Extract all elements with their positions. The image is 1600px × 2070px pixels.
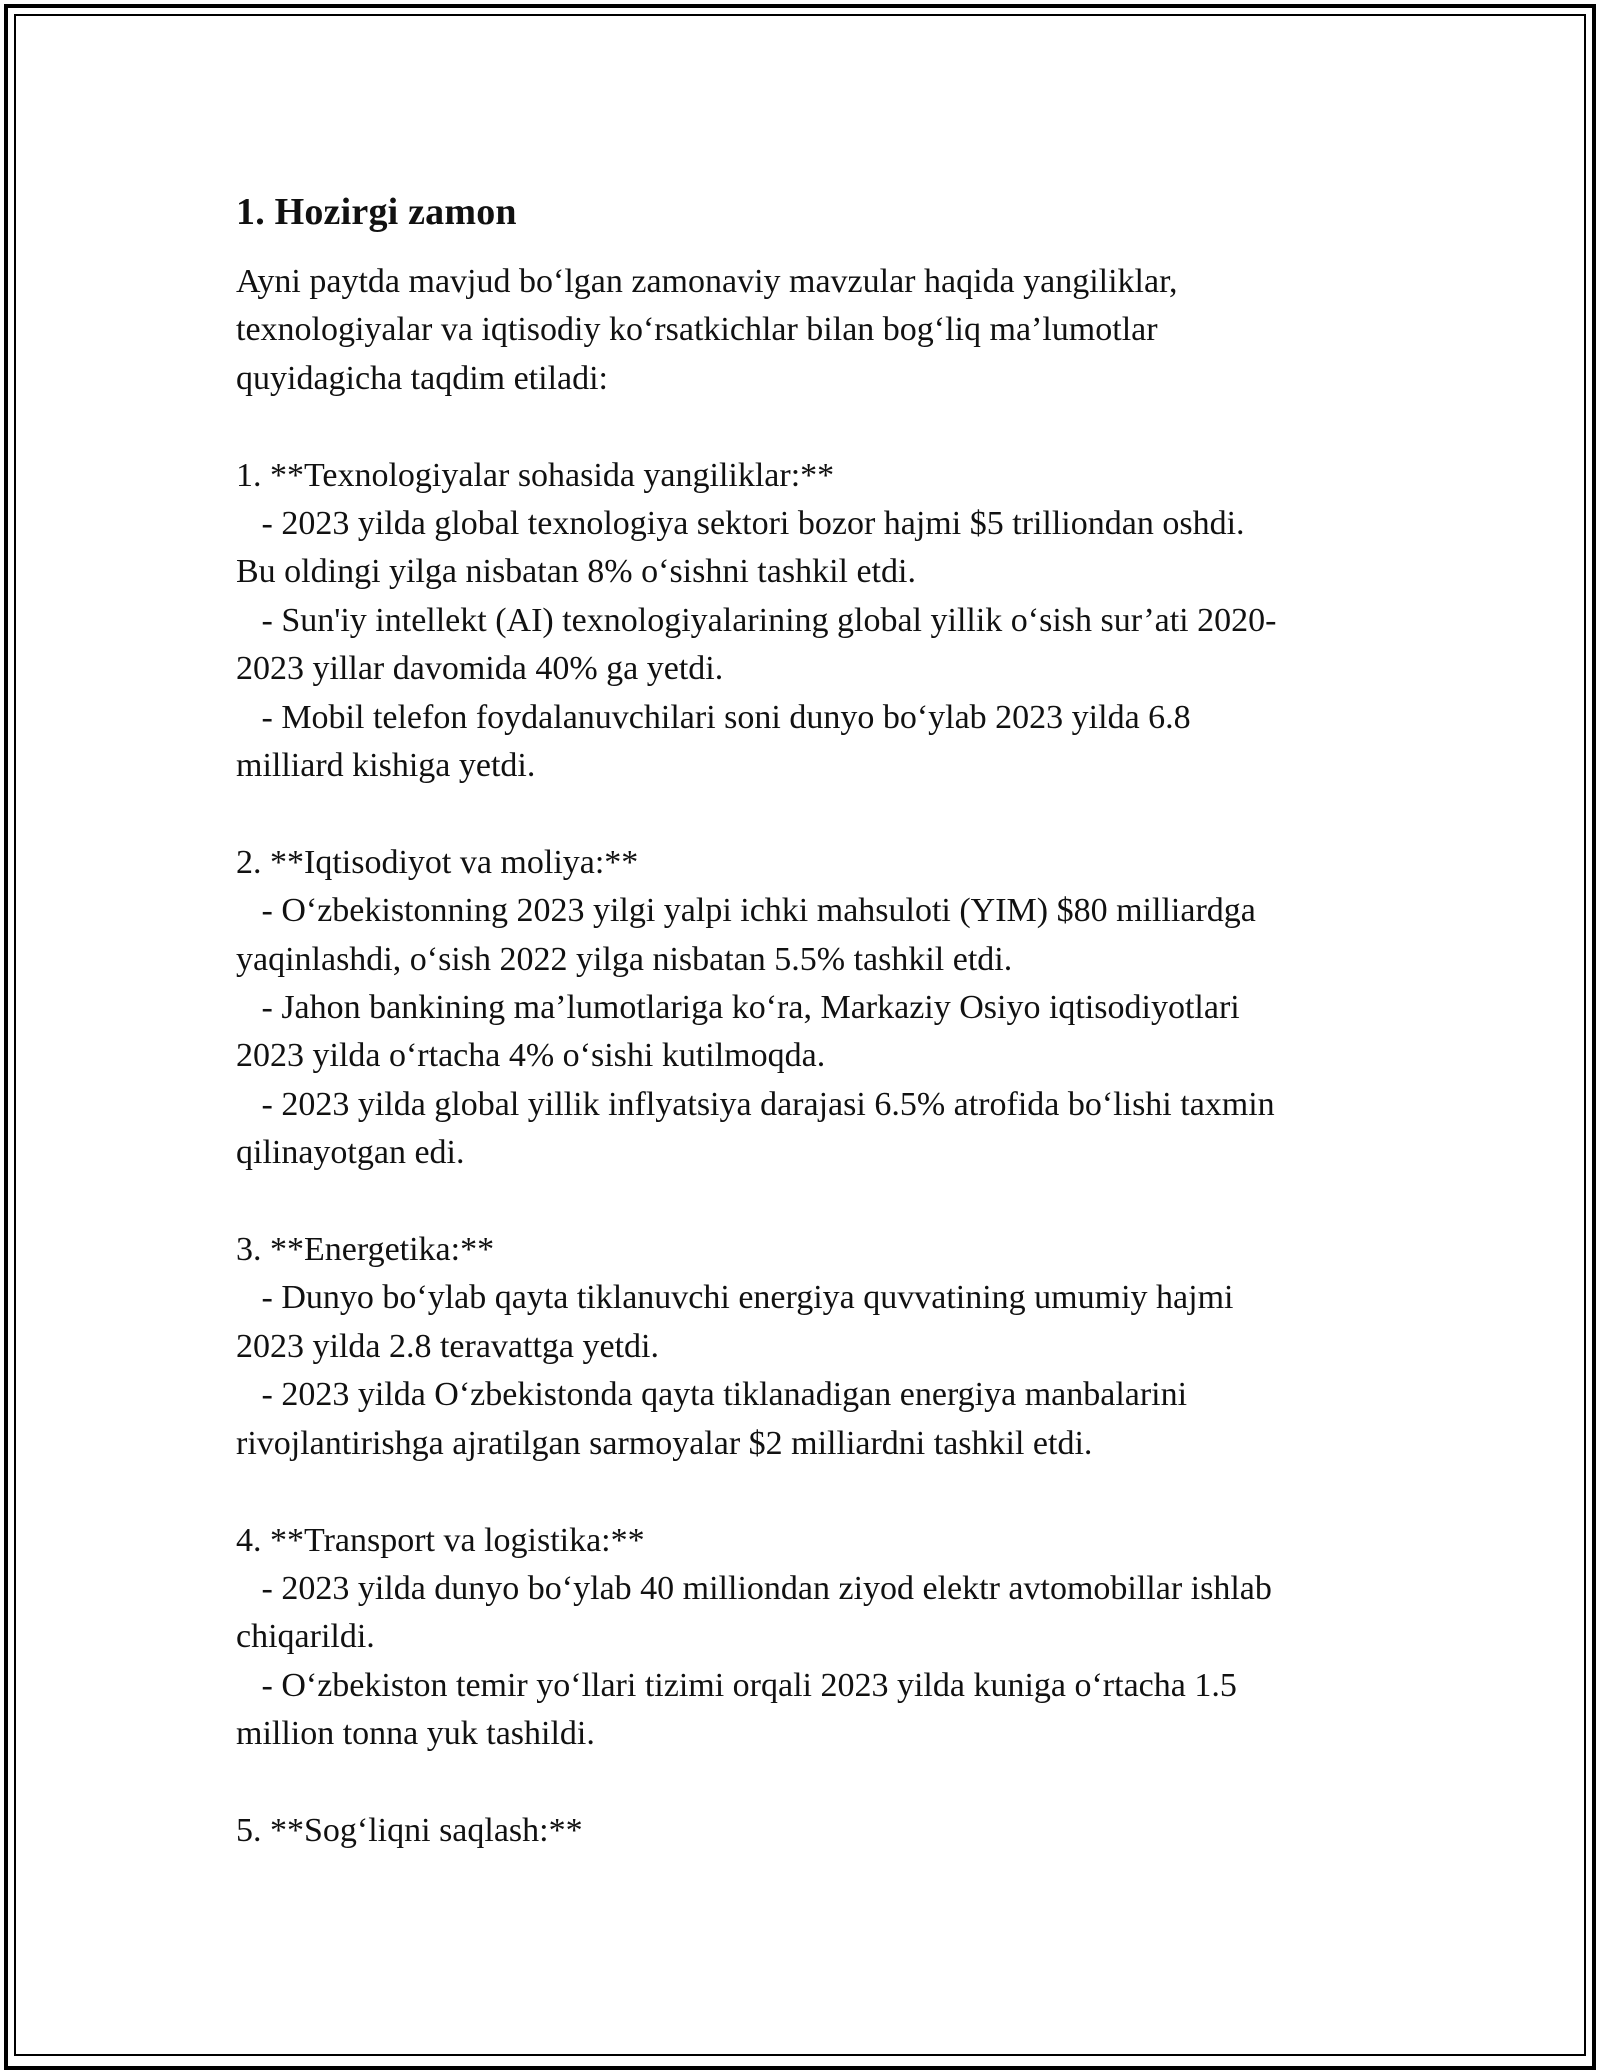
text-line: 2023 yillar davomida 40% ga yetdi. xyxy=(236,650,724,688)
text-line: - 2023 yilda dunyo bo‘ylab 40 milliondan ziyod elektr avtomobillar ishlab xyxy=(236,1569,1272,1607)
blank-line xyxy=(236,1468,1376,1516)
text-line: 2. **Iqtisodiyot va moliya:** xyxy=(236,843,639,881)
text-line: - 2023 yilda global yillik inflyatsiya darajasi 6.5% atrofida bo‘lishi taxmin xyxy=(236,1085,1275,1123)
text-line: qilinayotgan edi. xyxy=(236,1134,465,1172)
text-line: 2023 yilda o‘rtacha 4% o‘sishi kutilmoqda. xyxy=(236,1037,826,1075)
text-line: - Sun'iy intellekt (AI) texnologiyalarining global yillik o‘sish sur’ati 2020- xyxy=(236,601,1277,639)
document-body xyxy=(236,188,1376,1855)
text-line: 1. **Texnologiyalar sohasida yangiliklar:** xyxy=(236,456,835,494)
text-line: yaqinlashdi, o‘sish 2022 yilga nisbatan 5.5% tashkil etdi. xyxy=(236,940,1013,978)
text-line: quyidagicha taqdim etiladi: xyxy=(236,359,609,397)
document-text xyxy=(236,258,1376,1855)
text-line: texnologiyalar va iqtisodiy ko‘rsatkichlar bilan bog‘liq ma’lumotlar xyxy=(236,311,1158,349)
text-line: million tonna yuk tashildi. xyxy=(236,1715,595,1753)
text-line: 3. **Energetika:** xyxy=(236,1231,495,1269)
text-line: 5. **Sog‘liqni saqlash:** xyxy=(236,1811,583,1849)
blank-line xyxy=(236,403,1376,451)
text-line: - O‘zbekistonning 2023 yilgi yalpi ichki mahsuloti (YIM) $80 milliardga xyxy=(236,892,1256,930)
text-line: chiqarildi. xyxy=(236,1618,375,1656)
text-line: Bu oldingi yilga nisbatan 8% o‘sishni tashkil etdi. xyxy=(236,553,916,591)
text-line: - 2023 yilda global texnologiya sektori bozor hajmi $5 trilliondan oshdi. xyxy=(236,505,1245,543)
text-line: rivojlantirishga ajratilgan sarmoyalar $2 milliardni tashkil etdi. xyxy=(236,1424,1093,1462)
text-line: - Mobil telefon foydalanuvchilari soni dunyo bo‘ylab 2023 yilda 6.8 xyxy=(236,698,1191,736)
text-line: - 2023 yilda O‘zbekistonda qayta tiklanadigan energiya manbalarini xyxy=(236,1376,1188,1414)
text-line: - O‘zbekiston temir yo‘llari tizimi orqali 2023 yilda kuniga o‘rtacha 1.5 xyxy=(236,1666,1237,1704)
blank-line xyxy=(236,1759,1376,1807)
text-line: 4. **Transport va logistika:** xyxy=(236,1521,645,1559)
text-line: - Jahon bankining ma’lumotlariga ko‘ra, Markaziy Osiyo iqtisodiyotlari xyxy=(236,989,1240,1027)
page-title: 1. Hozirgi zamon xyxy=(236,191,517,233)
text-line: milliard kishiga yetdi. xyxy=(236,747,536,785)
text-line: Ayni paytda mavjud bo‘lgan zamonaviy mavzular haqida yangiliklar, xyxy=(236,263,1178,300)
blank-line xyxy=(236,1178,1376,1226)
blank-line xyxy=(236,790,1376,838)
text-line: 2023 yilda 2.8 teravattga yetdi. xyxy=(236,1327,659,1365)
text-line: - Dunyo bo‘ylab qayta tiklanuvchi energiya quvvatining umumiy hajmi xyxy=(236,1279,1234,1317)
